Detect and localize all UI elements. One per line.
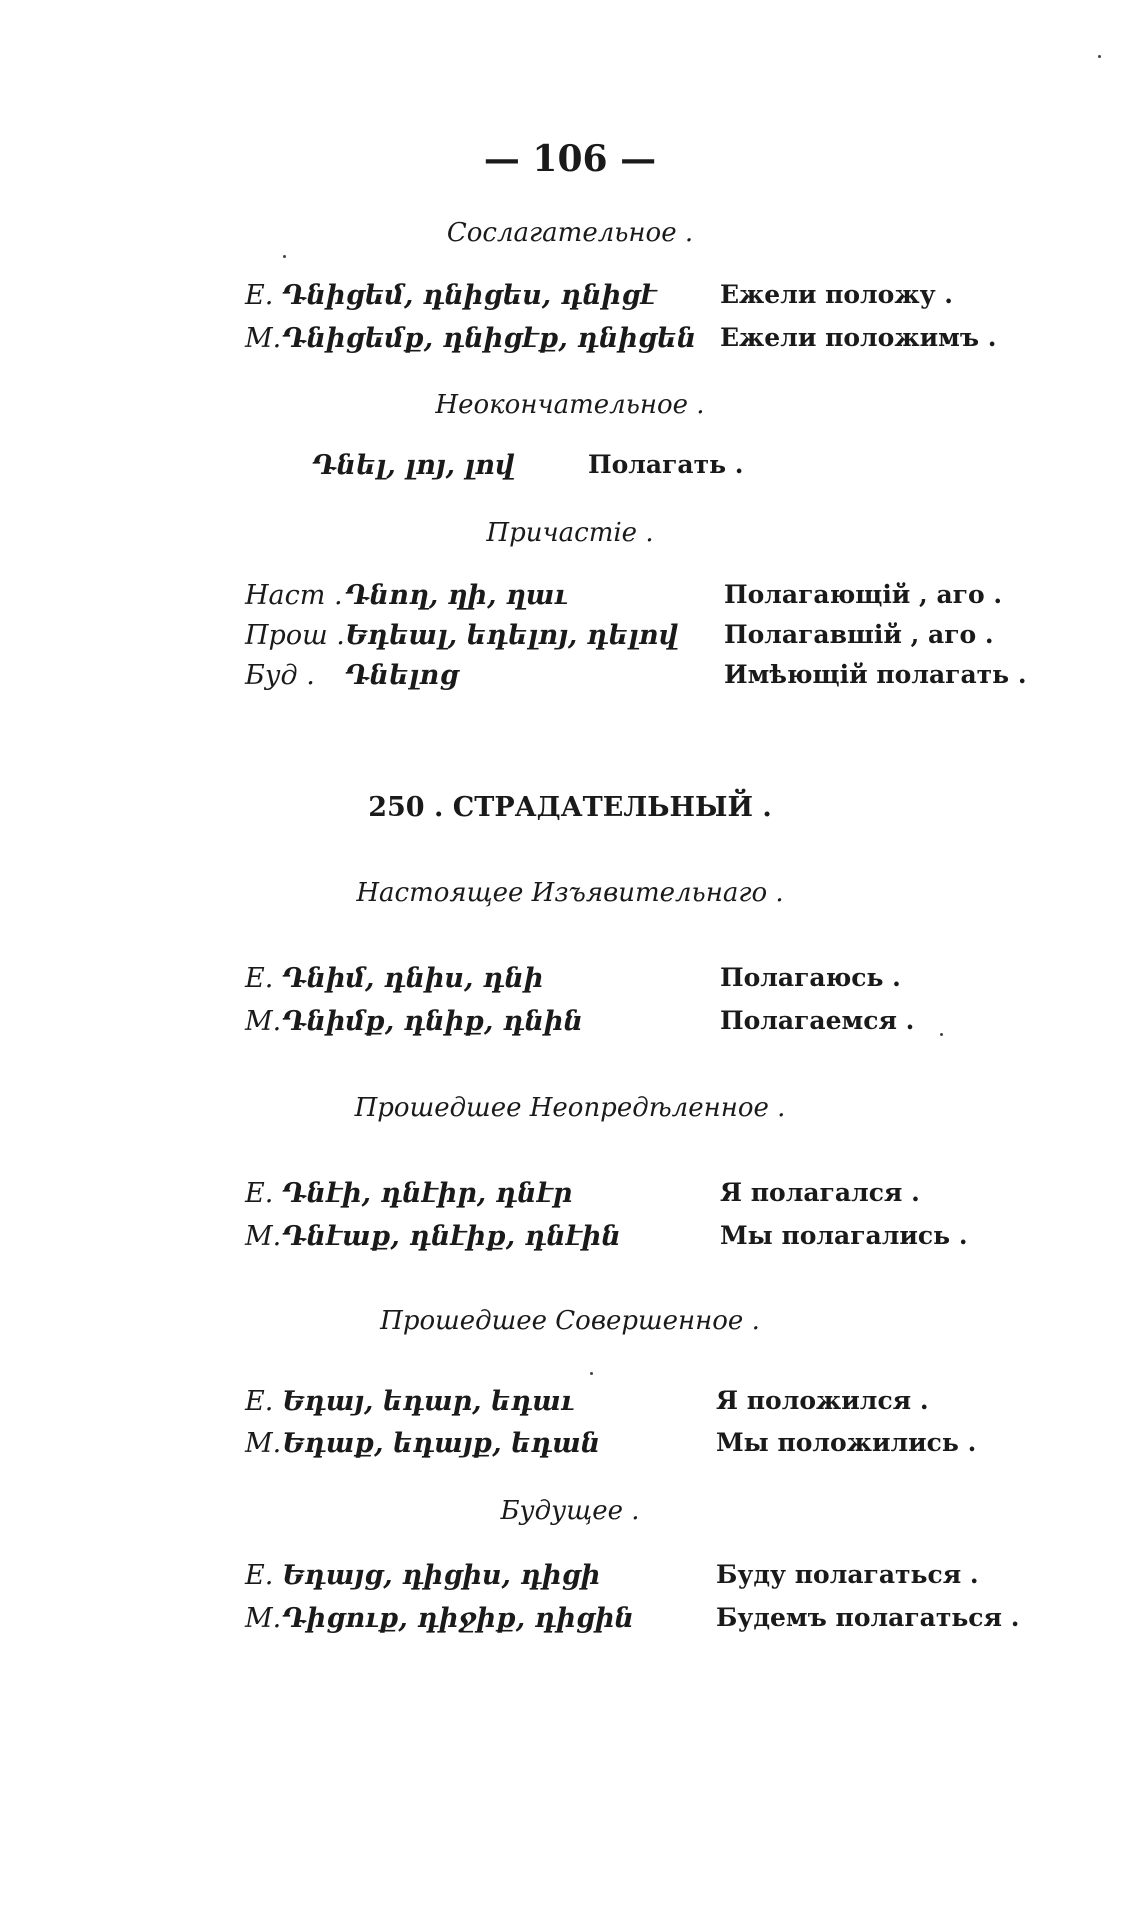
armenian-form: Եդայ, եդար, եդաւ bbox=[282, 1386, 575, 1417]
row-label: Наст . bbox=[245, 580, 343, 611]
armenian-form: Դնիցեմք, դնիցէք, դնիցեն bbox=[282, 323, 697, 354]
row-label: Е. bbox=[245, 280, 274, 311]
heading-past-indefinite: Прошедшее Неопредѣленное . bbox=[354, 1093, 786, 1123]
russian-translation: Полагавшій , аго . bbox=[724, 620, 994, 649]
russian-translation: Полагаемся . bbox=[720, 1006, 915, 1035]
row-label: М. bbox=[245, 1428, 282, 1459]
armenian-form: Դնել, լոյ, լով bbox=[312, 450, 515, 481]
armenian-form: Դիցուք, դիջիք, դիցին bbox=[282, 1603, 634, 1634]
heading-present: Настоящее Изъявительнаго . bbox=[356, 878, 784, 908]
scan-speck bbox=[283, 255, 286, 258]
scan-speck bbox=[1098, 55, 1101, 58]
russian-translation: Ежели положимъ . bbox=[720, 323, 997, 352]
row-label: М. bbox=[245, 323, 282, 354]
armenian-form: Դնէաք, դնէիք, դնէին bbox=[282, 1221, 621, 1252]
russian-translation: Я полагался . bbox=[720, 1178, 920, 1207]
row-label: Буд . bbox=[245, 660, 315, 691]
armenian-form: Եդայց, դիցիս, դիցի bbox=[282, 1560, 601, 1591]
row-label: Прош . bbox=[245, 620, 345, 651]
armenian-form: Դնիցեմ, դնիցես, դնիցէ bbox=[282, 280, 657, 311]
heading-future: Будущее . bbox=[500, 1496, 640, 1526]
heading-participle: Причастіе . bbox=[486, 518, 654, 548]
russian-translation: Полагающій , аго . bbox=[724, 580, 1003, 609]
armenian-form: Դնիմք, դնիք, դնին bbox=[282, 1006, 583, 1037]
heading-infinitive: Неокончательное . bbox=[435, 390, 705, 420]
row-label: М. bbox=[245, 1221, 282, 1252]
heading-subjunctive: Сослагательное . bbox=[446, 218, 694, 248]
russian-translation: Мы положились . bbox=[716, 1428, 977, 1457]
row-label: Е. bbox=[245, 1178, 274, 1209]
armenian-form: Դնէի, դնէիր, դնէր bbox=[282, 1178, 573, 1209]
russian-translation: Будемъ полагаться . bbox=[716, 1603, 1020, 1632]
row-label: М. bbox=[245, 1603, 282, 1634]
armenian-form: Եդեալ, եդելոյ, դելով bbox=[345, 620, 679, 651]
row-label: Е. bbox=[245, 1386, 274, 1417]
russian-translation: Полагать . bbox=[588, 450, 744, 479]
row-label: Е. bbox=[245, 1560, 274, 1591]
armenian-form: Դնիմ, դնիս, դնի bbox=[282, 963, 544, 994]
scan-speck bbox=[590, 1372, 593, 1375]
armenian-form: Դնելոց bbox=[345, 660, 459, 691]
scan-speck bbox=[940, 1033, 943, 1036]
section-title: 250 . СТРАДАТЕЛЬНЫЙ . bbox=[368, 792, 772, 823]
russian-translation: Я положился . bbox=[716, 1386, 929, 1415]
russian-translation: Полагаюсь . bbox=[720, 963, 901, 992]
russian-translation: Ежели положу . bbox=[720, 280, 954, 309]
armenian-form: Եդաք, եդայք, եդան bbox=[282, 1428, 601, 1459]
russian-translation: Мы полагались . bbox=[720, 1221, 968, 1250]
armenian-form: Դնող, ղի, ղաւ bbox=[345, 580, 568, 611]
row-label: Е. bbox=[245, 963, 274, 994]
russian-translation: Буду полагаться . bbox=[716, 1560, 979, 1589]
heading-past-perfect: Прошедшее Совершенное . bbox=[380, 1306, 760, 1336]
russian-translation: Имѣющій полагать . bbox=[724, 660, 1027, 689]
row-label: М. bbox=[245, 1006, 282, 1037]
page-number: — 106 — bbox=[483, 138, 657, 180]
